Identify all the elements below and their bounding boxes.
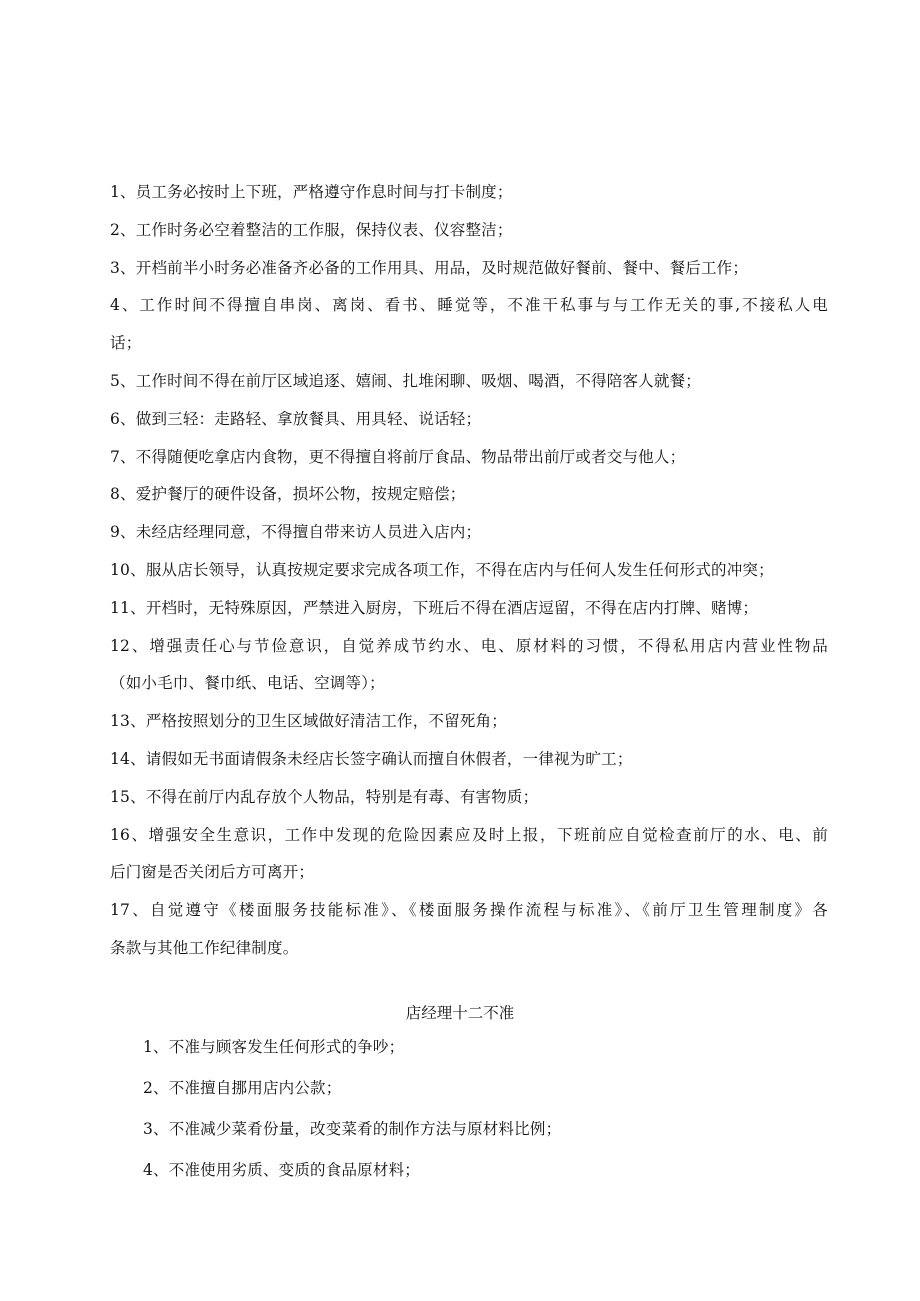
manager-rules-list xyxy=(143,1027,833,1191)
manager-rule-3: 3、不准减少菜肴份量，改变菜肴的制作方法与原材料比例； xyxy=(143,1120,562,1138)
rule-7: 7、不得随便吃拿店内食物，更不得擅自将前厅食品、物品带出前厅或者交与他人； xyxy=(110,447,686,466)
rule-9: 9、未经店经理同意，不得擅自带来访人员进入店内； xyxy=(110,523,482,542)
rule-4-line-2: 话； xyxy=(110,334,142,353)
rule-11: 11、开档时，无特殊原因，严禁进入厨房，下班后不得在酒店逗留，不得在店内打牌、赌博； xyxy=(110,598,759,617)
rule-15: 15、不得在前厅内乱存放个人物品，特别是有毒、有害物质； xyxy=(110,787,539,806)
manager-rule-4: 4、不准使用劣质、变质的食品原材料； xyxy=(143,1161,420,1179)
manager-rule-1: 1、不准与顾客发生任何形式的争吵； xyxy=(143,1038,405,1056)
rule-1: 1、员工务必按时上下班，严格遵守作息时间与打卡制度； xyxy=(110,183,513,201)
rule-5: 5、工作时间不得在前厅区域追逐、嬉闹、扎堆闲聊、吸烟、喝酒，不得陪客人就餐； xyxy=(110,371,701,390)
section-title: 店经理十二不准 xyxy=(405,1004,515,1022)
rule-16-line-1: 16、增强安全生意识，工作中发现的危险因素应及时上报，下班前应自觉检查前厅的水、电、前 xyxy=(110,825,828,844)
rule-14: 14、请假如无书面请假条未经店长签字确认而擅自休假者，一律视为旷工； xyxy=(110,749,633,768)
rule-17-line-1: 17、自觉遵守《楼面服务技能标准》、《楼面服务操作流程与标准》、《前厅卫生管理制度》各 xyxy=(110,901,828,920)
rule-13: 13、严格按照划分的卫生区域做好清洁工作，不留死角； xyxy=(110,712,507,731)
employee-rules-list xyxy=(110,174,830,968)
rule-17-line-2: 条款与其他工作纪律制度。 xyxy=(110,938,299,957)
rule-12-line-2: （如小毛巾、餐巾纸、电话、空调等）； xyxy=(110,674,385,693)
rule-4-line-1: 4、工作时间不得擅自串岗、离岗、看书、睡觉等，不准干私事与与工作无关的事,不接私人电 xyxy=(110,296,828,315)
rule-6: 6、做到三轻：走路轻、拿放餐具、用具轻、说话轻； xyxy=(110,409,482,428)
manager-rule-2: 2、不准擅自挪用店内公款； xyxy=(143,1079,342,1097)
rule-12-line-1: 12、增强责任心与节俭意识，自觉养成节约水、电、原材料的习惯，不得私用店内营业性物品 xyxy=(110,636,828,655)
rule-8: 8、爱护餐厅的硬件设备，损坏公物，按规定赔偿； xyxy=(110,485,466,504)
rule-3: 3、开档前半小时务必准备齐必备的工作用具、用品，及时规范做好餐前、餐中、餐后工作； xyxy=(110,258,749,277)
rule-2: 2、工作时务必空着整洁的工作服，保持仪表、仪容整洁； xyxy=(110,220,513,239)
rule-10: 10、服从店长领导，认真按规定要求完成各项工作，不得在店内与任何人发生任何形式的冲突； xyxy=(110,560,774,579)
rule-16-line-2: 后门窗是否关闭后方可离开； xyxy=(110,863,315,882)
